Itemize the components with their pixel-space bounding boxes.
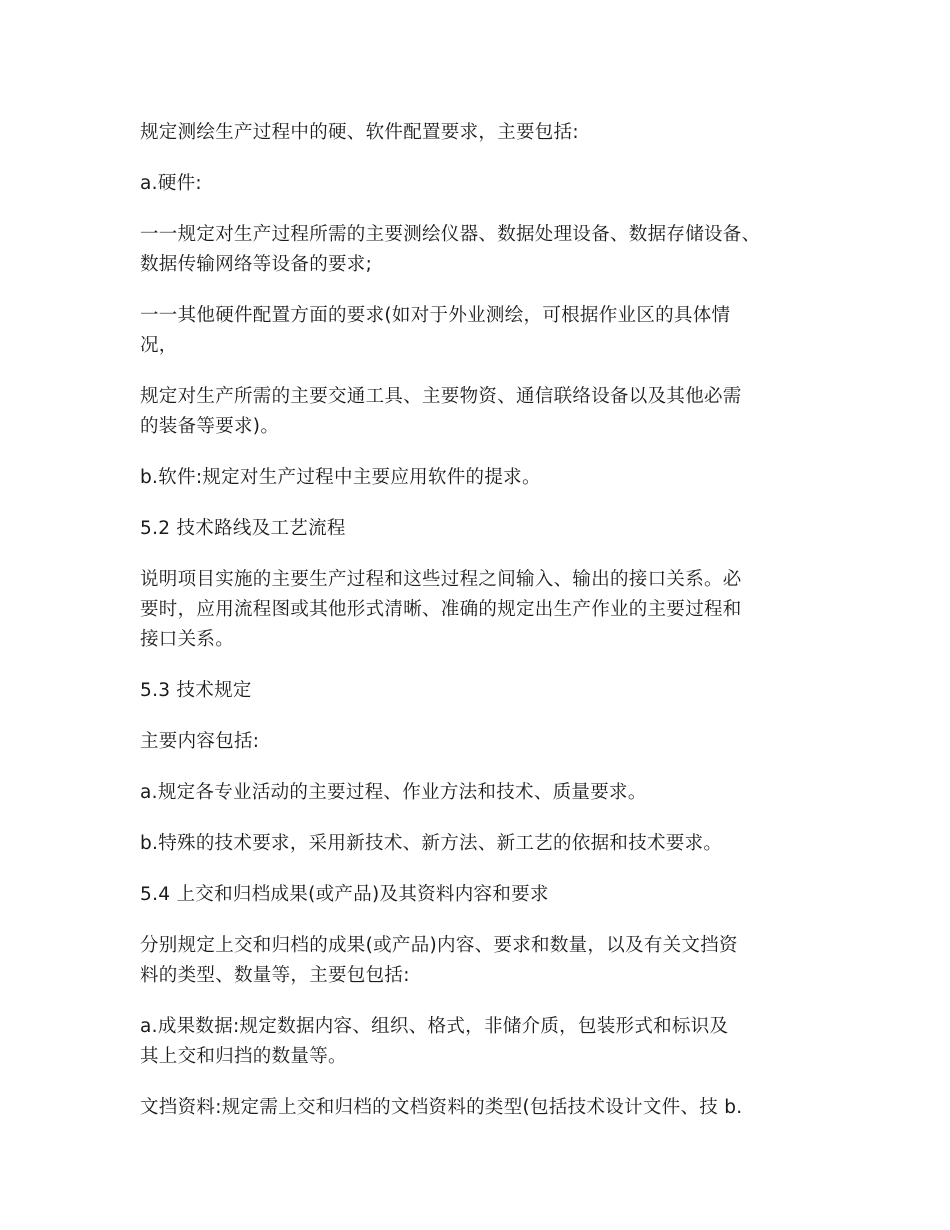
paragraph-software <box>140 463 820 493</box>
paragraph-result-data <box>140 1012 820 1072</box>
text-line: b.特殊的技术要求，采用新技术、新方法、新工艺的依据和技术要求。 <box>140 833 723 854</box>
paragraph-item-b-special <box>140 829 820 859</box>
text-line: a.硬件: <box>140 173 202 194</box>
text-line: 5.4 上交和归档成果(或产品)及其资料内容和要求 <box>140 884 549 905</box>
paragraph-item-a-process <box>140 778 820 808</box>
text-line: 规定测绘生产过程中的硬、软件配置要求，主要包括: <box>140 122 579 143</box>
text-line: 5.3 技术规定 <box>140 680 252 701</box>
document-page <box>140 118 820 1144</box>
text-line: 分别规定上交和归档的成果(或产品)内容、要求和数量，以及有关文挡资 <box>140 935 738 956</box>
text-line: 5.2 技术路线及工艺流程 <box>140 518 346 539</box>
text-line: 文挡资料:规定需上交和归档的文档资料的类型(包括技术设计文件、技 b. <box>140 1097 743 1118</box>
section-heading-5-4 <box>140 880 820 910</box>
text-line: a.规定各专业活动的主要过程、作业方法和技术、质量要求。 <box>140 782 647 803</box>
text-line: 数据传输网络等设备的要求; <box>140 254 373 275</box>
text-line: 要时，应用流程图或其他形式清晰、准确的规定出生产作业的主要过程和 <box>140 599 742 620</box>
paragraph-transport-supplies <box>140 382 820 442</box>
text-line: 说明项目实施的主要生产过程和这些过程之间输入、输出的接口关系。必 <box>140 569 742 590</box>
paragraph-hardware-software-intro <box>140 118 820 148</box>
text-line: 主要内容包括: <box>140 731 260 752</box>
text-line: a.成果数据:规定数据内容、组织、格式，非储介质，包装形式和标识及 <box>140 1016 729 1037</box>
section-heading-5-2 <box>140 514 820 544</box>
section-heading-5-3 <box>140 676 820 706</box>
text-line: 其上交和归挡的数量等。 <box>140 1046 347 1067</box>
text-line: 一一规定对生产过程所需的主要测绘仪器、数据处理设备、数据存储设备、 <box>140 224 761 245</box>
paragraph-process-description <box>140 565 820 655</box>
paragraph-documents <box>140 1093 820 1123</box>
text-line: 料的类型、数量等，主要包包括: <box>140 965 410 986</box>
text-line: 况， <box>140 335 178 356</box>
text-line: 的装备等要求)。 <box>140 416 280 437</box>
paragraph-deliverables <box>140 931 820 991</box>
paragraph-equipment-requirements <box>140 220 820 280</box>
text-line: 一一其他硬件配置方面的要求(如对于外业测绘，可根据作业区的具体情 <box>140 305 731 326</box>
text-line: 接口关系。 <box>140 629 235 650</box>
paragraph-hardware-heading <box>140 169 820 199</box>
paragraph-other-hardware <box>140 301 820 361</box>
text-line: 规定对生产所需的主要交通工具、主要物资、通信联络设备以及其他必需 <box>140 386 742 407</box>
paragraph-main-contents <box>140 727 820 757</box>
text-line: b.软件:规定对生产过程中主要应用软件的提求。 <box>140 467 541 488</box>
